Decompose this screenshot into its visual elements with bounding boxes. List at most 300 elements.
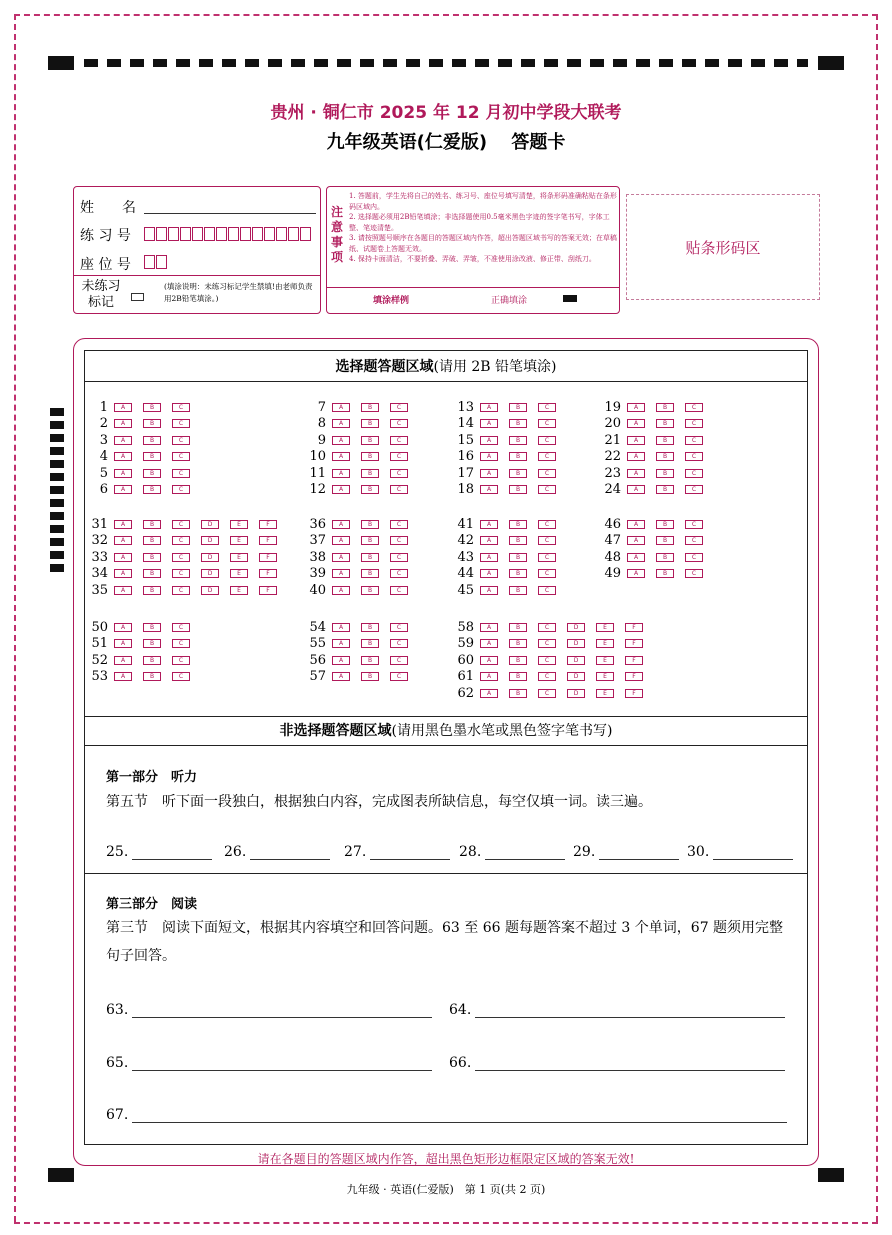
option-bubble-a[interactable]: A [480, 520, 498, 529]
option-bubble-a[interactable]: A [332, 656, 350, 665]
option-bubble-c[interactable]: C [172, 403, 190, 412]
answer-blank[interactable] [106, 1053, 432, 1071]
option-bubble-a[interactable]: A [114, 485, 132, 494]
blank-number: 63. [106, 1002, 129, 1018]
option-bubble-e[interactable]: E [230, 536, 248, 545]
option-bubble-b[interactable]: B [656, 569, 674, 578]
option-bubble-c[interactable]: C [172, 536, 190, 545]
option-bubble-f[interactable]: F [625, 623, 643, 632]
option-bubble-c[interactable]: C [390, 536, 408, 545]
option-bubble-a[interactable]: A [480, 536, 498, 545]
option-bubble-b[interactable]: B [361, 639, 379, 648]
question-number: 7 [317, 399, 326, 415]
option-bubble-c[interactable]: C [390, 469, 408, 478]
question-number: 56 [309, 652, 326, 668]
blank-line[interactable] [475, 1057, 785, 1071]
option-bubble-a[interactable]: A [480, 436, 498, 445]
question-number: 8 [317, 416, 326, 431]
option-bubble-f[interactable]: F [259, 586, 277, 595]
option-bubble-f[interactable]: F [259, 553, 277, 562]
option-bubble-a[interactable]: A [627, 569, 645, 578]
blank-line[interactable] [475, 1004, 785, 1018]
question-12 [302, 483, 419, 497]
option-bubble-a[interactable]: A [114, 656, 132, 665]
option-bubble-c[interactable]: C [172, 656, 190, 665]
option-bubble-b[interactable]: B [656, 469, 674, 478]
option-bubble-a[interactable]: A [332, 639, 350, 648]
option-bubble-a[interactable]: A [627, 419, 645, 428]
answer-blank[interactable] [344, 842, 450, 860]
option-bubble-b[interactable]: B [361, 520, 379, 529]
question-number: 4 [99, 449, 108, 464]
answer-blank[interactable] [106, 1000, 432, 1018]
option-bubble-b[interactable]: B [509, 520, 527, 529]
option-bubble-a[interactable]: A [114, 469, 132, 478]
nonchoice-section-subtitle: (请用黑色墨水笔或黑色签字笔书写) [391, 723, 613, 739]
option-bubble-b[interactable]: B [509, 689, 527, 698]
option-bubble-b[interactable]: B [656, 403, 674, 412]
option-bubble-a[interactable]: A [332, 403, 350, 412]
option-bubble-a[interactable]: A [332, 672, 350, 681]
option-bubble-b[interactable]: B [361, 419, 379, 428]
option-bubble-b[interactable]: B [143, 469, 161, 478]
option-bubble-d[interactable]: D [201, 536, 219, 545]
blank-line[interactable] [132, 846, 212, 860]
question-number: 52 [91, 652, 108, 668]
option-bubble-c[interactable]: C [390, 403, 408, 412]
option-bubble-b[interactable]: B [509, 452, 527, 461]
blank-number: 26. [224, 844, 247, 860]
option-bubble-a[interactable]: A [114, 536, 132, 545]
option-bubble-b[interactable]: B [656, 536, 674, 545]
option-bubble-a[interactable]: A [332, 586, 350, 595]
answer-blank[interactable] [106, 842, 212, 860]
option-bubble-f[interactable]: F [625, 672, 643, 681]
option-bubble-a[interactable]: A [332, 520, 350, 529]
name-label: 姓 名 [80, 200, 136, 216]
option-bubble-c[interactable]: C [538, 536, 556, 545]
question-22 [597, 450, 714, 464]
correct-label: 正确填涂 [491, 296, 528, 306]
question-5 [84, 466, 201, 480]
question-38 [302, 550, 419, 564]
option-bubble-c[interactable]: C [390, 452, 408, 461]
option-bubble-c[interactable]: C [172, 672, 190, 681]
option-bubble-b[interactable]: B [509, 569, 527, 578]
option-bubble-b[interactable]: B [509, 419, 527, 428]
question-number: 43 [457, 549, 474, 565]
question-number: 20 [604, 416, 621, 431]
option-bubble-f[interactable]: F [625, 639, 643, 648]
question-number: 46 [604, 516, 621, 532]
option-bubble-c[interactable]: C [538, 485, 556, 494]
option-bubble-b[interactable]: B [361, 623, 379, 632]
option-bubble-c[interactable]: C [685, 536, 703, 545]
option-bubble-b[interactable]: B [361, 469, 379, 478]
option-bubble-b[interactable]: B [656, 553, 674, 562]
barcode-area [626, 194, 820, 300]
option-bubble-a[interactable]: A [114, 520, 132, 529]
option-bubble-c[interactable]: C [685, 569, 703, 578]
option-bubble-e[interactable]: E [230, 520, 248, 529]
question-number: 35 [91, 582, 108, 598]
option-bubble-b[interactable]: B [361, 485, 379, 494]
option-bubble-f[interactable]: F [259, 520, 277, 529]
option-bubble-b[interactable]: B [361, 586, 379, 595]
option-bubble-b[interactable]: B [656, 485, 674, 494]
option-bubble-b[interactable]: B [656, 419, 674, 428]
answer-blank[interactable] [449, 1000, 785, 1018]
option-bubble-a[interactable]: A [480, 553, 498, 562]
nonchoice-section-title: 非选择题答题区域 [279, 723, 392, 739]
option-bubble-a[interactable]: A [480, 469, 498, 478]
name-field[interactable] [144, 213, 316, 214]
reading-divider [84, 873, 808, 874]
option-bubble-e[interactable]: E [596, 689, 614, 698]
option-bubble-b[interactable]: B [509, 553, 527, 562]
option-bubble-d[interactable]: D [201, 553, 219, 562]
option-bubble-d[interactable]: D [567, 656, 585, 665]
option-bubble-d[interactable]: D [201, 520, 219, 529]
option-bubble-a[interactable]: A [332, 436, 350, 445]
option-bubble-a[interactable]: A [114, 639, 132, 648]
question-number: 58 [457, 619, 474, 635]
option-bubble-b[interactable]: B [509, 639, 527, 648]
answer-blank[interactable] [687, 842, 793, 860]
blank-line[interactable] [599, 846, 679, 860]
option-bubble-c[interactable]: C [390, 569, 408, 578]
blank-line[interactable] [132, 1004, 432, 1018]
option-bubble-a[interactable]: A [114, 569, 132, 578]
option-bubble-a[interactable]: A [627, 403, 645, 412]
answer-blank[interactable] [224, 842, 330, 860]
option-bubble-b[interactable]: B [509, 403, 527, 412]
option-bubble-a[interactable]: A [114, 586, 132, 595]
blank-line[interactable] [250, 846, 330, 860]
option-bubble-a[interactable]: A [114, 436, 132, 445]
option-bubble-b[interactable]: B [143, 553, 161, 562]
question-number: 44 [457, 566, 474, 581]
answer-blank[interactable] [449, 1053, 785, 1071]
option-bubble-b[interactable]: B [361, 452, 379, 461]
question-55 [302, 637, 419, 651]
question-52 [84, 653, 201, 667]
option-bubble-a[interactable]: A [627, 469, 645, 478]
option-bubble-c[interactable]: C [538, 436, 556, 445]
question-61 [450, 670, 654, 684]
option-bubble-b[interactable]: B [361, 569, 379, 578]
option-bubble-a[interactable]: A [114, 419, 132, 428]
question-number: 47 [604, 533, 621, 548]
option-bubble-a[interactable]: A [627, 436, 645, 445]
option-bubble-c[interactable]: C [538, 586, 556, 595]
question-13 [450, 400, 567, 414]
question-14 [450, 417, 567, 431]
option-bubble-a[interactable]: A [480, 569, 498, 578]
option-bubble-b[interactable]: B [509, 656, 527, 665]
question-number: 19 [604, 399, 621, 415]
option-bubble-a[interactable]: A [480, 672, 498, 681]
option-bubble-c[interactable]: C [538, 520, 556, 529]
option-bubble-d[interactable]: D [201, 569, 219, 578]
question-47 [597, 534, 714, 548]
answer-blank[interactable] [573, 842, 679, 860]
option-bubble-c[interactable]: C [685, 419, 703, 428]
option-bubble-c[interactable]: C [390, 419, 408, 428]
question-41 [450, 517, 567, 531]
notice-divider [327, 287, 619, 288]
seat-cells[interactable] [144, 255, 168, 269]
option-bubble-c[interactable]: C [538, 656, 556, 665]
question-number: 38 [309, 549, 326, 565]
notice-item: 4. 保持卡面清洁，不要折叠、弄破、弄皱，不准使用涂改液、修正带、刮纸刀。 [349, 255, 596, 263]
option-bubble-a[interactable]: A [480, 689, 498, 698]
question-20 [597, 417, 714, 431]
option-bubble-a[interactable]: A [332, 469, 350, 478]
option-bubble-b[interactable]: B [143, 485, 161, 494]
option-bubble-c[interactable]: C [172, 419, 190, 428]
blank-number: 67. [106, 1107, 129, 1123]
option-bubble-b[interactable]: B [143, 586, 161, 595]
option-bubble-c[interactable]: C [172, 485, 190, 494]
option-bubble-c[interactable]: C [538, 569, 556, 578]
question-number: 32 [91, 533, 108, 548]
option-bubble-b[interactable]: B [361, 536, 379, 545]
question-7 [302, 400, 419, 414]
option-bubble-b[interactable]: B [361, 553, 379, 562]
option-bubble-a[interactable]: A [627, 452, 645, 461]
option-bubble-b[interactable]: B [361, 672, 379, 681]
option-bubble-c[interactable]: C [172, 639, 190, 648]
absent-checkbox[interactable] [131, 293, 144, 301]
option-bubble-a[interactable]: A [332, 419, 350, 428]
option-bubble-a[interactable]: A [332, 569, 350, 578]
option-bubble-e[interactable]: E [596, 656, 614, 665]
question-6 [84, 483, 201, 497]
option-bubble-e[interactable]: E [596, 639, 614, 648]
id-cells[interactable] [144, 227, 312, 241]
option-bubble-a[interactable]: A [332, 623, 350, 632]
question-number: 39 [309, 566, 326, 581]
option-bubble-c[interactable]: C [685, 436, 703, 445]
question-43 [450, 550, 567, 564]
option-bubble-b[interactable]: B [361, 403, 379, 412]
option-bubble-c[interactable]: C [172, 520, 190, 529]
option-bubble-c[interactable]: C [538, 419, 556, 428]
option-bubble-a[interactable]: A [480, 639, 498, 648]
question-number: 10 [309, 449, 326, 464]
option-bubble-a[interactable]: A [480, 586, 498, 595]
option-bubble-c[interactable]: C [390, 656, 408, 665]
option-bubble-a[interactable]: A [480, 485, 498, 494]
option-bubble-c[interactable]: C [538, 403, 556, 412]
option-bubble-f[interactable]: F [625, 689, 643, 698]
question-50 [84, 620, 201, 634]
option-bubble-b[interactable]: B [656, 520, 674, 529]
question-60 [450, 653, 654, 667]
listening-part-title: 第一部分 听力 [106, 770, 198, 785]
option-bubble-c[interactable]: C [685, 469, 703, 478]
question-8 [302, 417, 419, 431]
option-bubble-c[interactable]: C [172, 469, 190, 478]
option-bubble-b[interactable]: B [143, 520, 161, 529]
blank-number: 25. [106, 844, 129, 860]
option-bubble-c[interactable]: C [685, 403, 703, 412]
option-bubble-b[interactable]: B [509, 623, 527, 632]
option-bubble-b[interactable]: B [656, 452, 674, 461]
option-bubble-b[interactable]: B [509, 586, 527, 595]
question-number: 41 [457, 516, 474, 532]
seat-row [80, 254, 131, 274]
option-bubble-a[interactable]: A [627, 553, 645, 562]
option-bubble-b[interactable]: B [361, 436, 379, 445]
option-bubble-a[interactable]: A [114, 452, 132, 461]
option-bubble-a[interactable]: A [480, 452, 498, 461]
option-bubble-c[interactable]: C [390, 553, 408, 562]
option-bubble-f[interactable]: F [625, 656, 643, 665]
question-48 [597, 550, 714, 564]
option-bubble-c[interactable]: C [538, 639, 556, 648]
option-bubble-d[interactable]: D [201, 586, 219, 595]
option-bubble-c[interactable]: C [685, 520, 703, 529]
option-bubble-c[interactable]: C [390, 485, 408, 494]
blank-number: 30. [687, 844, 710, 860]
option-bubble-a[interactable]: A [480, 623, 498, 632]
question-number: 36 [309, 516, 326, 532]
option-bubble-c[interactable]: C [390, 586, 408, 595]
option-bubble-b[interactable]: B [143, 623, 161, 632]
option-bubble-b[interactable]: B [143, 403, 161, 412]
blank-number: 65. [106, 1055, 129, 1071]
option-bubble-a[interactable]: A [114, 623, 132, 632]
option-bubble-b[interactable]: B [143, 436, 161, 445]
answer-blank[interactable] [106, 1105, 787, 1123]
option-bubble-a[interactable]: A [114, 553, 132, 562]
option-bubble-c[interactable]: C [538, 689, 556, 698]
option-bubble-c[interactable]: C [685, 485, 703, 494]
option-bubble-d[interactable]: D [567, 672, 585, 681]
blank-line[interactable] [370, 846, 450, 860]
option-bubble-e[interactable]: E [230, 553, 248, 562]
option-bubble-d[interactable]: D [567, 639, 585, 648]
option-bubble-a[interactable]: A [480, 656, 498, 665]
option-bubble-c[interactable]: C [390, 672, 408, 681]
option-bubble-d[interactable]: D [567, 623, 585, 632]
option-bubble-b[interactable]: B [143, 419, 161, 428]
question-number: 54 [309, 619, 326, 635]
option-bubble-d[interactable]: D [567, 689, 585, 698]
option-bubble-b[interactable]: B [143, 569, 161, 578]
option-bubble-e[interactable]: E [230, 569, 248, 578]
question-number: 42 [457, 533, 474, 548]
option-bubble-c[interactable]: C [538, 672, 556, 681]
option-bubble-a[interactable]: A [332, 452, 350, 461]
question-2 [84, 417, 201, 431]
option-bubble-a[interactable]: A [627, 536, 645, 545]
name-row [80, 197, 136, 217]
option-bubble-c[interactable]: C [172, 452, 190, 461]
option-bubble-b[interactable]: B [509, 485, 527, 494]
option-bubble-c[interactable]: C [172, 623, 190, 632]
question-number: 31 [91, 516, 108, 532]
option-bubble-c[interactable]: C [172, 569, 190, 578]
blank-number: 28. [459, 844, 482, 860]
option-bubble-b[interactable]: B [143, 536, 161, 545]
option-bubble-b[interactable]: B [509, 436, 527, 445]
info-divider [74, 275, 320, 276]
blank-line[interactable] [713, 846, 793, 860]
option-bubble-e[interactable]: E [596, 672, 614, 681]
question-45 [450, 583, 567, 597]
option-bubble-a[interactable]: A [480, 419, 498, 428]
question-number: 16 [457, 449, 474, 464]
option-bubble-c[interactable]: C [538, 469, 556, 478]
option-bubble-c[interactable]: C [538, 553, 556, 562]
question-9 [302, 433, 419, 447]
blank-line[interactable] [132, 1057, 432, 1071]
option-bubble-b[interactable]: B [143, 639, 161, 648]
option-bubble-c[interactable]: C [538, 623, 556, 632]
option-bubble-c[interactable]: C [172, 553, 190, 562]
option-bubble-a[interactable]: A [627, 520, 645, 529]
option-bubble-c[interactable]: C [390, 623, 408, 632]
option-bubble-c[interactable]: C [390, 520, 408, 529]
option-bubble-c[interactable]: C [390, 436, 408, 445]
option-bubble-c[interactable]: C [172, 586, 190, 595]
answer-blank[interactable] [459, 842, 565, 860]
option-bubble-a[interactable]: A [332, 553, 350, 562]
question-number: 37 [309, 533, 326, 548]
option-bubble-b[interactable]: B [143, 656, 161, 665]
option-bubble-a[interactable]: A [114, 403, 132, 412]
option-bubble-b[interactable]: B [509, 536, 527, 545]
option-bubble-c[interactable]: C [172, 436, 190, 445]
option-bubble-b[interactable]: B [361, 656, 379, 665]
blank-line[interactable] [132, 1109, 787, 1123]
option-bubble-e[interactable]: E [230, 586, 248, 595]
option-bubble-b[interactable]: B [509, 469, 527, 478]
question-number: 45 [457, 582, 474, 598]
question-number: 55 [309, 636, 326, 651]
option-bubble-c[interactable]: C [685, 553, 703, 562]
option-bubble-a[interactable]: A [332, 485, 350, 494]
option-bubble-a[interactable]: A [480, 403, 498, 412]
blank-line[interactable] [485, 846, 565, 860]
option-bubble-c[interactable]: C [390, 639, 408, 648]
notice-items [349, 191, 617, 265]
option-bubble-b[interactable]: B [143, 452, 161, 461]
option-bubble-e[interactable]: E [596, 623, 614, 632]
option-bubble-a[interactable]: A [627, 485, 645, 494]
option-bubble-b[interactable]: B [143, 672, 161, 681]
option-bubble-b[interactable]: B [509, 672, 527, 681]
option-bubble-b[interactable]: B [656, 436, 674, 445]
question-number: 6 [99, 482, 108, 497]
question-number: 60 [457, 652, 474, 668]
option-bubble-a[interactable]: A [332, 536, 350, 545]
option-bubble-c[interactable]: C [538, 452, 556, 461]
correct-fill-sample [563, 295, 577, 302]
option-bubble-a[interactable]: A [114, 672, 132, 681]
question-59 [450, 637, 654, 651]
footer-warning: 请在各题目的答题区域内作答，超出黑色矩形边框限定区域的答案无效! [257, 1152, 635, 1166]
cut-line-bottom [14, 1222, 878, 1224]
question-57 [302, 670, 419, 684]
answer-sheet-title: 九年级英语(仁爱版) 答题卡 [326, 132, 566, 153]
option-bubble-f[interactable]: F [259, 569, 277, 578]
option-bubble-f[interactable]: F [259, 536, 277, 545]
option-bubble-c[interactable]: C [685, 452, 703, 461]
